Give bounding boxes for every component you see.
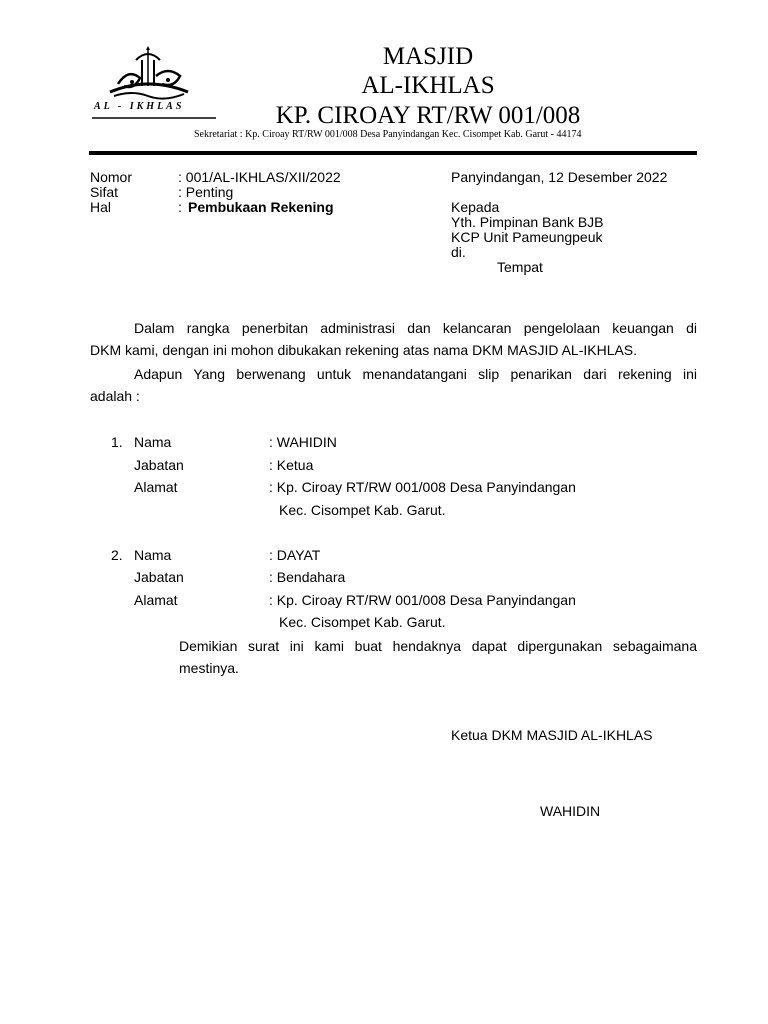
signatory-1-alamat-value-2: Kec. Cisompet Kab. Garut. xyxy=(279,502,446,518)
place-date: Panyindangan, 12 Desember 2022 xyxy=(451,169,668,185)
paragraph-2-line-2: adalah : xyxy=(90,388,140,404)
nomor-label: Nomor xyxy=(90,169,133,185)
signatory-1-nama-label: Nama xyxy=(134,434,172,450)
recipient-kepada: Kepada xyxy=(451,199,500,215)
hal-colon: : xyxy=(178,199,182,215)
signatory-1-alamat-label: Alamat xyxy=(134,479,178,495)
recipient-line-1: Yth. Pimpinan Bank BJB xyxy=(451,214,604,230)
recipient-line-4: Tempat xyxy=(497,259,543,275)
nomor-value: : 001/AL-IKHLAS/XII/2022 xyxy=(178,169,341,185)
letterhead-divider xyxy=(89,151,697,155)
paragraph-2-line-1: Adapun Yang berwenang untuk menandatangani slip penarikan dari rekening ini xyxy=(134,366,697,382)
letterhead-line-name: AL-IKHLAS xyxy=(361,72,495,99)
signatory-2-alamat-value-2: Kec. Cisompet Kab. Garut. xyxy=(279,614,446,630)
signatory-1-number: 1. xyxy=(111,434,123,450)
signatory-2-number: 2. xyxy=(111,547,123,563)
signatory-1-nama-value: : WAHIDIN xyxy=(269,434,337,450)
letterhead-line-address: KP. CIROAY RT/RW 001/008 xyxy=(275,102,581,129)
signatory-2-jabatan-value: : Bendahara xyxy=(269,569,346,585)
hal-value: Pembukaan Rekening xyxy=(188,199,334,215)
sifat-label: Sifat xyxy=(90,184,119,200)
hal-label: Hal xyxy=(90,199,112,215)
paragraph-1-line-2: DKM kami, dengan ini mohon dibukakan rekening atas nama DKM MASJID AL-IKHLAS. xyxy=(90,342,638,358)
letterhead-line-masjid: MASJID xyxy=(382,43,474,70)
recipient-line-3: di. xyxy=(451,244,466,260)
signatory-2-alamat-label: Alamat xyxy=(134,592,178,608)
signatory-2-nama-label: Nama xyxy=(134,547,172,563)
recipient-line-2: KCP Unit Pameungpeuk xyxy=(451,229,603,245)
paragraph-1-line-1: Dalam rangka penerbitan administrasi dan kelancaran pengelolaan keuangan di xyxy=(134,320,697,336)
secretariat-address: Sekretariat : Kp. Ciroay RT/RW 001/008 Desa Panyindangan Kec. Cisompet Kab. Garut - 44174 xyxy=(194,129,582,140)
sifat-value: : Penting xyxy=(178,184,234,200)
closing-line-1: Demikian surat ini kami buat hendaknya dapat dipergunakan sebagaimana xyxy=(179,638,697,654)
signatory-1-jabatan-value: : Ketua xyxy=(269,457,314,473)
signatory-2-alamat-value-1: : Kp. Ciroay RT/RW 001/008 Desa Panyindangan xyxy=(269,592,576,608)
signature-title: Ketua DKM MASJID AL-IKHLAS xyxy=(451,727,653,743)
signature-name: WAHIDIN xyxy=(540,803,601,819)
signatory-1-jabatan-label: Jabatan xyxy=(134,457,184,473)
masjid-logo xyxy=(88,46,218,122)
closing-line-2: mestinya. xyxy=(179,660,239,676)
signatory-2-nama-value: : DAYAT xyxy=(269,547,321,563)
signatory-2-jabatan-label: Jabatan xyxy=(134,569,184,585)
logo-caption: AL - IKHLAS xyxy=(94,101,185,112)
signatory-1-alamat-value-1: : Kp. Ciroay RT/RW 001/008 Desa Panyindangan xyxy=(269,479,576,495)
letterhead-title xyxy=(248,44,608,134)
